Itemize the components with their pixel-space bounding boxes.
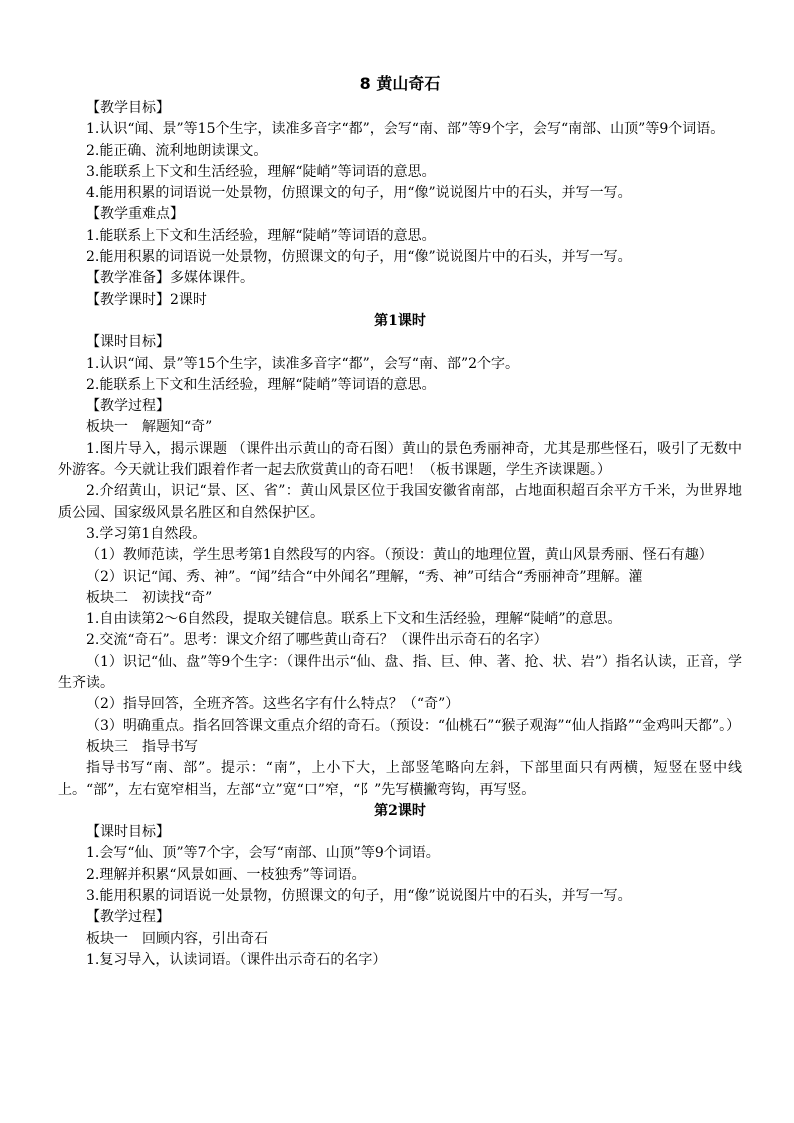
- document-page: [58, 72, 742, 971]
- text-line: 2.理解并积累“风景如画、一枝独秀”等词语。: [86, 866, 366, 883]
- text-line: 1.认识“闻、景”等15个生字，读准多音字“都”，会写“南、部”等9个字，会写“南部、山顶”等9个词语。: [86, 121, 725, 138]
- text-line: 2.交流“奇石”。思考：课文介绍了哪些黄山奇石？（课件出示奇石的名字）: [86, 632, 548, 649]
- text-line: 1.自由读第2～6自然段，提取关键信息。联系上下文和生活经验，理解“陡峭”的意思。: [86, 611, 622, 628]
- text-line: 1.复习导入，认读词语。（课件出示奇石的名字）: [86, 951, 387, 968]
- text-line: 【课时目标】: [86, 334, 170, 351]
- text-line: 指导书写“南、部”。提示：“南”，上小下大，上部竖笔略向左斜，下部里面只有两横，短竖在竖中线上。“部”，左右宽窄相当，左部“立”宽“口”窄，“阝”先写横撇弯钩，再写竖。: [58, 760, 742, 798]
- text-line: 板块二 初读找“奇”: [86, 589, 213, 606]
- text-line: 1.认识“闻、景”等15个生字，读准多音字“都”，会写“南、部”2个字。: [86, 355, 520, 372]
- text-line: 2.能联系上下文和生活经验，理解“陡峭”等词语的意思。: [86, 376, 436, 393]
- text-line: （2）指导回答，全班齐答。这些名字有什么特点？（“奇”）: [86, 696, 460, 713]
- text-line: 【教学过程】: [86, 909, 170, 926]
- text-line: （1）识记“仙、盘”等9个生字：（课件出示“仙、盘、指、巨、伸、著、抢、状、岩”）指名认读，正音，学生齐读。: [58, 653, 742, 692]
- text-line: 【教学过程】: [86, 398, 170, 415]
- text-line: 2.能用积累的词语说一处景物，仿照课文的句子，用“像”说说图片中的石头，并写一写。: [86, 249, 632, 266]
- text-line: 1.能联系上下文和生活经验，理解“陡峭”等词语的意思。: [86, 227, 436, 244]
- text-line: 【教学准备】多媒体课件。: [86, 270, 254, 287]
- text-line: 板块三 指导书写: [86, 738, 198, 755]
- text-line: 3.能联系上下文和生活经验，理解“陡峭”等词语的意思。: [86, 163, 436, 180]
- text-line: 3.学习第1自然段。: [86, 525, 207, 542]
- text-line: 4.能用积累的词语说一处景物，仿照课文的句子，用“像”说说图片中的石头，并写一写。: [86, 185, 632, 202]
- section-heading: 第2课时: [374, 802, 426, 819]
- text-line: （3）明确重点。指名回答课文重点介绍的奇石。（预设：“仙桃石”“猴子观海”“仙人指路”“金鸡叫天都”。）: [86, 717, 741, 734]
- section-heading: 第1课时: [374, 312, 426, 329]
- text-line: 2.介绍黄山，识记“景、区、省”：黄山风景区位于我国安徽省南部，占地面积超百余平方千米，为世界地质公园、国家级风景名胜区和自然保护区。: [58, 483, 742, 521]
- text-line: 【课时目标】: [86, 824, 170, 841]
- text-line: 板块一 解题知“奇”: [86, 419, 213, 436]
- text-line: （2）识记“闻、秀、神”。“闻”结合“中外闻名”理解，“秀、神”可结合“秀丽神奇”理解。灌: [86, 568, 643, 585]
- page-title: 8 黄山奇石: [359, 74, 441, 93]
- text-line: 3.能用积累的词语说一处景物，仿照课文的句子，用“像”说说图片中的石头，并写一写。: [86, 887, 632, 904]
- text-line: 1.会写“仙、顶”等7个字，会写“南部、山顶”等9个词语。: [86, 845, 440, 862]
- text-line: 【教学重难点】: [86, 206, 184, 223]
- text-line: 【教学课时】2课时: [86, 291, 207, 308]
- document-body: [58, 98, 742, 971]
- text-line: 【教学目标】: [86, 100, 170, 116]
- text-line: 2.能正确、流利地朗读课文。: [86, 142, 268, 159]
- text-line: 1.图片导入，揭示课题 （课件出示黄山的奇石图）黄山的景色秀丽神奇，尤其是那些怪石，吸引了无数中外游客。今天就让我们跟着作者一起去欣赏黄山的奇石吧！（板书课题，学生齐读课题。）: [58, 440, 742, 479]
- text-line: 板块一 回顾内容，引出奇石: [86, 930, 268, 947]
- text-line: （1）教师范读，学生思考第1自然段写的内容。（预设：黄山的地理位置，黄山风景秀丽、怪石有趣）: [86, 547, 713, 564]
